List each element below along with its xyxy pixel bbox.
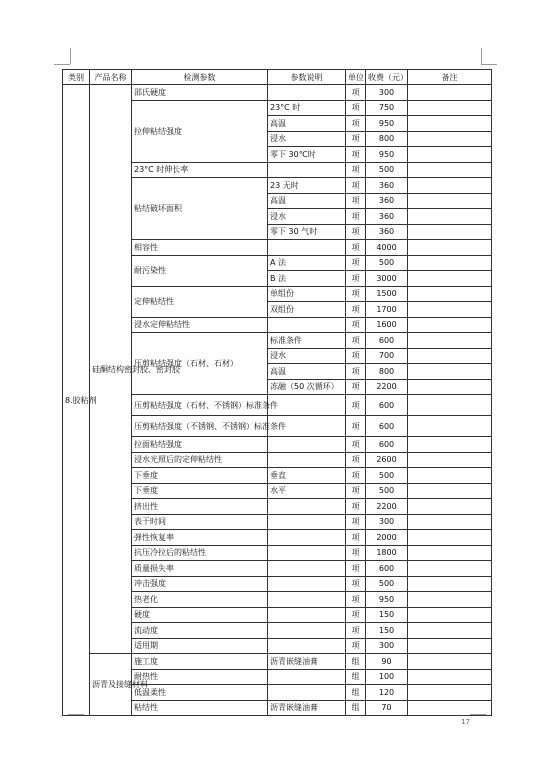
- desc-cell: 垂直: [268, 468, 346, 484]
- unit-cell: 项: [346, 271, 366, 287]
- footer-rule-right: [470, 714, 486, 715]
- desc-cell: [268, 576, 346, 592]
- remark-cell: [408, 545, 492, 561]
- remark-cell: [408, 685, 492, 701]
- table-row: [63, 85, 492, 101]
- crop-mark: [481, 48, 482, 64]
- remark-cell: [408, 654, 492, 670]
- param-cell: 硬度: [132, 607, 268, 623]
- unit-cell: 项: [346, 452, 366, 468]
- fee-cell: 500: [366, 255, 408, 271]
- unit-cell: 项: [346, 317, 366, 333]
- desc-cell: [268, 317, 346, 333]
- fee-cell: 360: [366, 224, 408, 240]
- fee-cell: 1700: [366, 302, 408, 318]
- remark-cell: [408, 317, 492, 333]
- remark-cell: [408, 348, 492, 364]
- fee-cell: 4000: [366, 240, 408, 256]
- desc-cell: 浸水: [268, 348, 346, 364]
- fee-cell: 70: [366, 700, 408, 716]
- category-cell: 8.胶粘剂: [63, 85, 90, 716]
- table-header-row: [63, 70, 492, 85]
- param-cell: 粘结破坏面积: [132, 178, 268, 240]
- desc-cell: [268, 240, 346, 256]
- fee-cell: 100: [366, 669, 408, 685]
- desc-cell: 高温: [268, 116, 346, 132]
- remark-cell: [408, 271, 492, 287]
- unit-cell: 组: [346, 669, 366, 685]
- param-cell: 相容性: [132, 240, 268, 256]
- remark-cell: [408, 193, 492, 209]
- unit-cell: 项: [346, 395, 366, 416]
- param-cell: 适用期: [132, 638, 268, 654]
- remark-cell: [408, 468, 492, 484]
- desc-cell: B 法: [268, 271, 346, 287]
- remark-cell: [408, 224, 492, 240]
- desc-cell: [268, 85, 346, 101]
- desc-cell: 23 无时: [268, 178, 346, 194]
- unit-cell: 项: [346, 561, 366, 577]
- desc-cell: 沥青嵌缝油膏: [268, 700, 346, 716]
- crop-mark: [70, 48, 71, 64]
- remark-cell: [408, 416, 492, 437]
- param-cell: 低温柔性: [132, 685, 268, 701]
- remark-cell: [408, 576, 492, 592]
- fee-cell: 150: [366, 623, 408, 639]
- fee-table: [62, 69, 492, 716]
- desc-cell: 单组份: [268, 286, 346, 302]
- desc-cell: A 法: [268, 255, 346, 271]
- desc-cell: [268, 669, 346, 685]
- desc-cell: [268, 592, 346, 608]
- param-cell: 拉面粘结强度: [132, 437, 268, 453]
- desc-cell: 高温: [268, 364, 346, 380]
- fee-cell: 500: [366, 162, 408, 178]
- unit-cell: 项: [346, 545, 366, 561]
- remark-cell: [408, 302, 492, 318]
- desc-cell: 双组份: [268, 302, 346, 318]
- header-product: 产品名称: [90, 70, 132, 85]
- unit-cell: 项: [346, 224, 366, 240]
- fee-cell: 1500: [366, 286, 408, 302]
- param-cell: 浸水光照后的定伸粘结性: [132, 452, 268, 468]
- desc-cell: 水平: [268, 483, 346, 499]
- unit-cell: 项: [346, 499, 366, 515]
- product-name-cell: 沥青及接缝材料: [90, 654, 132, 716]
- fee-cell: 300: [366, 638, 408, 654]
- unit-cell: 项: [346, 193, 366, 209]
- crop-mark: [481, 64, 497, 65]
- footer-rule-left: [68, 714, 84, 715]
- fee-cell: 2600: [366, 452, 408, 468]
- remark-cell: [408, 85, 492, 101]
- desc-cell: [268, 685, 346, 701]
- unit-cell: 项: [346, 147, 366, 163]
- fee-cell: 500: [366, 468, 408, 484]
- remark-cell: [408, 514, 492, 530]
- fee-cell: 360: [366, 178, 408, 194]
- crop-mark: [54, 64, 70, 65]
- param-cell: 抗压冷拉后的粘结性: [132, 545, 268, 561]
- unit-cell: 项: [346, 379, 366, 395]
- remark-cell: [408, 592, 492, 608]
- desc-cell: [268, 437, 346, 453]
- unit-cell: 项: [346, 576, 366, 592]
- product-name-cell: 硅酮结构密封胶、密封胶: [90, 85, 132, 654]
- fee-cell: 2200: [366, 499, 408, 515]
- param-cell: 压剪粘结强度（不锈钢、不锈钢）标准条件: [132, 416, 268, 437]
- remark-cell: [408, 395, 492, 416]
- table-row: [63, 654, 492, 670]
- header-remark: 备注: [408, 70, 492, 85]
- desc-cell: 零下 30℃时: [268, 147, 346, 163]
- fee-cell: 300: [366, 85, 408, 101]
- fee-cell: 360: [366, 193, 408, 209]
- remark-cell: [408, 379, 492, 395]
- fee-cell: 950: [366, 147, 408, 163]
- remark-cell: [408, 333, 492, 349]
- fee-cell: 600: [366, 437, 408, 453]
- param-cell: 压剪粘结强度（石材、不锈钢）标准条件: [132, 395, 268, 416]
- param-cell: 定伸粘结性: [132, 286, 268, 317]
- fee-cell: 150: [366, 607, 408, 623]
- desc-cell: [268, 452, 346, 468]
- unit-cell: 项: [346, 302, 366, 318]
- fee-cell: 750: [366, 100, 408, 116]
- fee-cell: 360: [366, 209, 408, 225]
- unit-cell: 组: [346, 700, 366, 716]
- remark-cell: [408, 623, 492, 639]
- unit-cell: 项: [346, 592, 366, 608]
- unit-cell: 项: [346, 100, 366, 116]
- fee-cell: 500: [366, 483, 408, 499]
- param-cell: 质量损失率: [132, 561, 268, 577]
- fee-cell: 2000: [366, 530, 408, 546]
- param-cell: 拉伸粘结强度: [132, 100, 268, 162]
- unit-cell: 项: [346, 638, 366, 654]
- unit-cell: 项: [346, 131, 366, 147]
- unit-cell: 项: [346, 623, 366, 639]
- remark-cell: [408, 530, 492, 546]
- desc-cell: [268, 395, 346, 416]
- fee-cell: 1600: [366, 317, 408, 333]
- param-cell: 热老化: [132, 592, 268, 608]
- header-fee: 收费（元）: [366, 70, 408, 85]
- remark-cell: [408, 452, 492, 468]
- fee-cell: 90: [366, 654, 408, 670]
- unit-cell: 组: [346, 685, 366, 701]
- unit-cell: 项: [346, 178, 366, 194]
- remark-cell: [408, 437, 492, 453]
- remark-cell: [408, 669, 492, 685]
- header-unit: 单位: [346, 70, 366, 85]
- param-cell: 表干时间: [132, 514, 268, 530]
- desc-cell: 浸水: [268, 131, 346, 147]
- unit-cell: 项: [346, 364, 366, 380]
- fee-cell: 300: [366, 514, 408, 530]
- remark-cell: [408, 561, 492, 577]
- fee-cell: 600: [366, 561, 408, 577]
- remark-cell: [408, 286, 492, 302]
- header-param: 检测参数: [132, 70, 268, 85]
- remark-cell: [408, 209, 492, 225]
- desc-cell: [268, 499, 346, 515]
- desc-cell: [268, 607, 346, 623]
- unit-cell: 项: [346, 530, 366, 546]
- remark-cell: [408, 100, 492, 116]
- remark-cell: [408, 162, 492, 178]
- param-cell: 浸水定伸粘结性: [132, 317, 268, 333]
- remark-cell: [408, 240, 492, 256]
- remark-cell: [408, 131, 492, 147]
- param-cell: 耐污染性: [132, 255, 268, 286]
- desc-cell: 浸水: [268, 209, 346, 225]
- header-desc: 参数说明: [268, 70, 346, 85]
- desc-cell: 沥青嵌缝油膏: [268, 654, 346, 670]
- unit-cell: 项: [346, 240, 366, 256]
- desc-cell: 23°C 时: [268, 100, 346, 116]
- remark-cell: [408, 638, 492, 654]
- param-cell: 邵氏硬度: [132, 85, 268, 101]
- param-cell: 挤出性: [132, 499, 268, 515]
- remark-cell: [408, 178, 492, 194]
- desc-cell: 标准条件: [268, 333, 346, 349]
- param-cell: 冲击强度: [132, 576, 268, 592]
- param-cell: 施工度: [132, 654, 268, 670]
- remark-cell: [408, 607, 492, 623]
- desc-cell: [268, 162, 346, 178]
- unit-cell: 项: [346, 416, 366, 437]
- unit-cell: 项: [346, 116, 366, 132]
- fee-cell: 120: [366, 685, 408, 701]
- header-category: 类别: [63, 70, 90, 85]
- desc-cell: [268, 638, 346, 654]
- remark-cell: [408, 255, 492, 271]
- unit-cell: 项: [346, 514, 366, 530]
- param-cell: 压剪粘结强度（石材、石材）: [132, 333, 268, 395]
- desc-cell: [268, 530, 346, 546]
- param-cell: 弹性恢复率: [132, 530, 268, 546]
- unit-cell: 项: [346, 255, 366, 271]
- desc-cell: [268, 514, 346, 530]
- fee-cell: 950: [366, 592, 408, 608]
- fee-cell: 3000: [366, 271, 408, 287]
- page-number: 17: [461, 718, 470, 726]
- remark-cell: [408, 483, 492, 499]
- remark-cell: [408, 147, 492, 163]
- fee-cell: 1800: [366, 545, 408, 561]
- unit-cell: 组: [346, 654, 366, 670]
- unit-cell: 项: [346, 333, 366, 349]
- unit-cell: 项: [346, 607, 366, 623]
- unit-cell: 项: [346, 286, 366, 302]
- unit-cell: 项: [346, 209, 366, 225]
- param-cell: 下垂度: [132, 468, 268, 484]
- param-cell: 粘结性: [132, 700, 268, 716]
- remark-cell: [408, 116, 492, 132]
- unit-cell: 项: [346, 348, 366, 364]
- unit-cell: 项: [346, 85, 366, 101]
- param-cell: 下垂度: [132, 483, 268, 499]
- fee-cell: 2200: [366, 379, 408, 395]
- desc-cell: [268, 561, 346, 577]
- desc-cell: 零下 30 气时: [268, 224, 346, 240]
- table-body: [63, 85, 492, 716]
- param-cell: 耐热性: [132, 669, 268, 685]
- desc-cell: 高温: [268, 193, 346, 209]
- remark-cell: [408, 499, 492, 515]
- desc-cell: [268, 545, 346, 561]
- fee-cell: 800: [366, 364, 408, 380]
- param-cell: 23°C 时伸长率: [132, 162, 268, 178]
- fee-cell: 500: [366, 576, 408, 592]
- fee-cell: 800: [366, 131, 408, 147]
- unit-cell: 项: [346, 483, 366, 499]
- unit-cell: 项: [346, 162, 366, 178]
- fee-cell: 700: [366, 348, 408, 364]
- unit-cell: 项: [346, 437, 366, 453]
- param-cell: 流动度: [132, 623, 268, 639]
- desc-cell: 冻融（50 次循环）: [268, 379, 346, 395]
- desc-cell: [268, 623, 346, 639]
- fee-cell: 600: [366, 333, 408, 349]
- fee-cell: 600: [366, 416, 408, 437]
- remark-cell: [408, 364, 492, 380]
- fee-cell: 600: [366, 395, 408, 416]
- unit-cell: 项: [346, 468, 366, 484]
- fee-cell: 950: [366, 116, 408, 132]
